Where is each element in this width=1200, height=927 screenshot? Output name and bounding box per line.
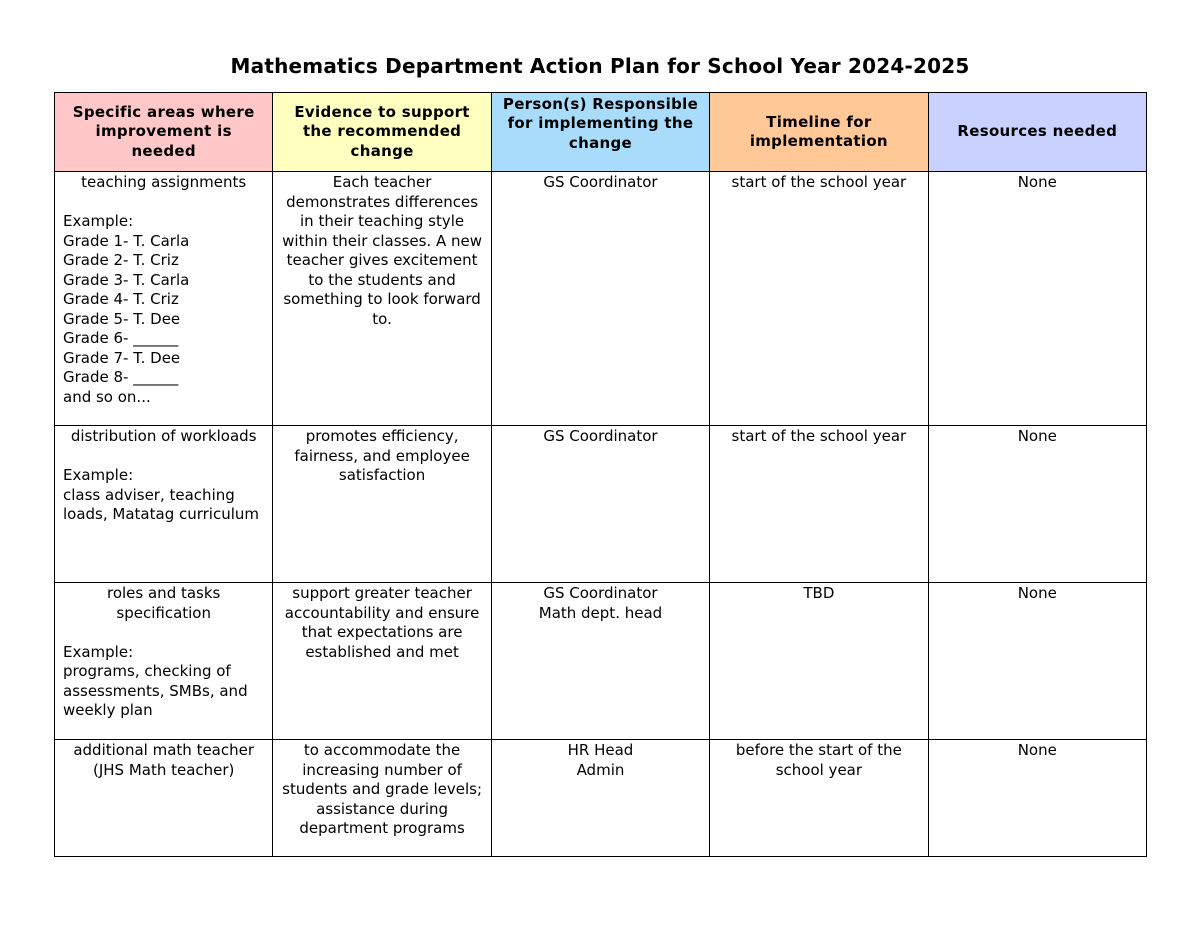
- example-line: programs, checking of assessments, SMBs, and weekly plan: [63, 662, 248, 719]
- evidence-line: assistance during department programs: [299, 799, 465, 837]
- cell-resources: None: [928, 740, 1146, 857]
- example-line: Grade 1- T. Carla: [63, 231, 190, 250]
- header-persons-responsible: [491, 93, 709, 172]
- example-line: Grade 2- T. Criz: [63, 251, 179, 269]
- example-list: [63, 486, 264, 525]
- cell-timeline: start of the school year: [710, 172, 928, 426]
- table-header-row: [55, 93, 1147, 172]
- cell-evidence: support greater teacher accountability and ensure that expectations are established and met: [273, 583, 491, 740]
- area-title: additional math teacher (JHS Math teacher): [73, 741, 255, 779]
- cell-evidence: promotes efficiency, fairness, and employee satisfaction: [273, 426, 491, 583]
- cell-timeline: before the start of the school year: [710, 740, 928, 857]
- cell-area: [55, 583, 273, 740]
- example-line: Grade 7- T. Dee: [63, 348, 181, 367]
- person-responsible: GS Coordinator: [543, 173, 658, 191]
- area-title: roles and tasks specification: [107, 584, 221, 622]
- header-improvement-areas: Specific areas where improvement is needed: [55, 93, 273, 172]
- example-line: and so on...: [63, 387, 151, 406]
- example-list: [63, 662, 264, 721]
- example-line: Grade 4- T. Criz: [63, 290, 179, 308]
- action-plan-table: [54, 92, 1147, 857]
- header-persons-responsible-label: Person(s) Responsible for implementing the change: [502, 94, 699, 152]
- cell-resources: None: [928, 583, 1146, 740]
- cell-resources: None: [928, 172, 1146, 426]
- cell-area: [55, 426, 273, 583]
- cell-area: [55, 172, 273, 426]
- table-row: [55, 583, 1147, 740]
- cell-persons: [491, 426, 709, 583]
- example-label: Example:: [63, 642, 134, 661]
- example-line: Grade 5- T. Dee: [63, 309, 181, 328]
- example-line: Grade 3- T. Carla: [63, 270, 190, 289]
- area-title: teaching assignments: [81, 173, 247, 191]
- table-row: [55, 740, 1147, 857]
- person-responsible: GS Coordinator: [543, 427, 658, 445]
- table-row: [55, 172, 1147, 426]
- person-responsible: HR Head: [567, 741, 634, 759]
- cell-resources: None: [928, 426, 1146, 583]
- cell-persons: [491, 172, 709, 426]
- example-label: Example:: [63, 466, 134, 484]
- cell-persons: [491, 583, 709, 740]
- header-timeline: Timeline for implementation: [710, 93, 928, 172]
- cell-evidence: Each teacher demonstrates differences in their teaching style within their classes. A new teacher gives excitement to the students and something to look forward to.: [273, 172, 491, 426]
- document-title: Mathematics Department Action Plan for School Year 2024-2025: [230, 54, 970, 78]
- evidence-line: to accommodate the increasing number of students and grade levels;: [282, 741, 483, 798]
- cell-evidence: [273, 740, 491, 857]
- person-responsible: Math dept. head: [538, 603, 663, 622]
- person-responsible: GS Coordinator: [543, 584, 658, 602]
- example-line: Grade 8- ______: [63, 368, 179, 386]
- cell-persons: [491, 740, 709, 857]
- person-responsible: Admin: [576, 760, 625, 779]
- example-label: Example:: [63, 212, 134, 230]
- cell-timeline: TBD: [710, 583, 928, 740]
- example-list: [63, 232, 264, 408]
- area-title: distribution of workloads: [70, 427, 257, 445]
- cell-timeline: start of the school year: [710, 426, 928, 583]
- table-row: [55, 426, 1147, 583]
- header-resources: Resources needed: [928, 93, 1146, 172]
- example-line: Grade 6- ______: [63, 329, 179, 347]
- example-line: class adviser, teaching loads, Matatag curriculum: [63, 485, 260, 523]
- header-evidence: Evidence to support the recommended change: [273, 93, 491, 172]
- cell-area: [55, 740, 273, 857]
